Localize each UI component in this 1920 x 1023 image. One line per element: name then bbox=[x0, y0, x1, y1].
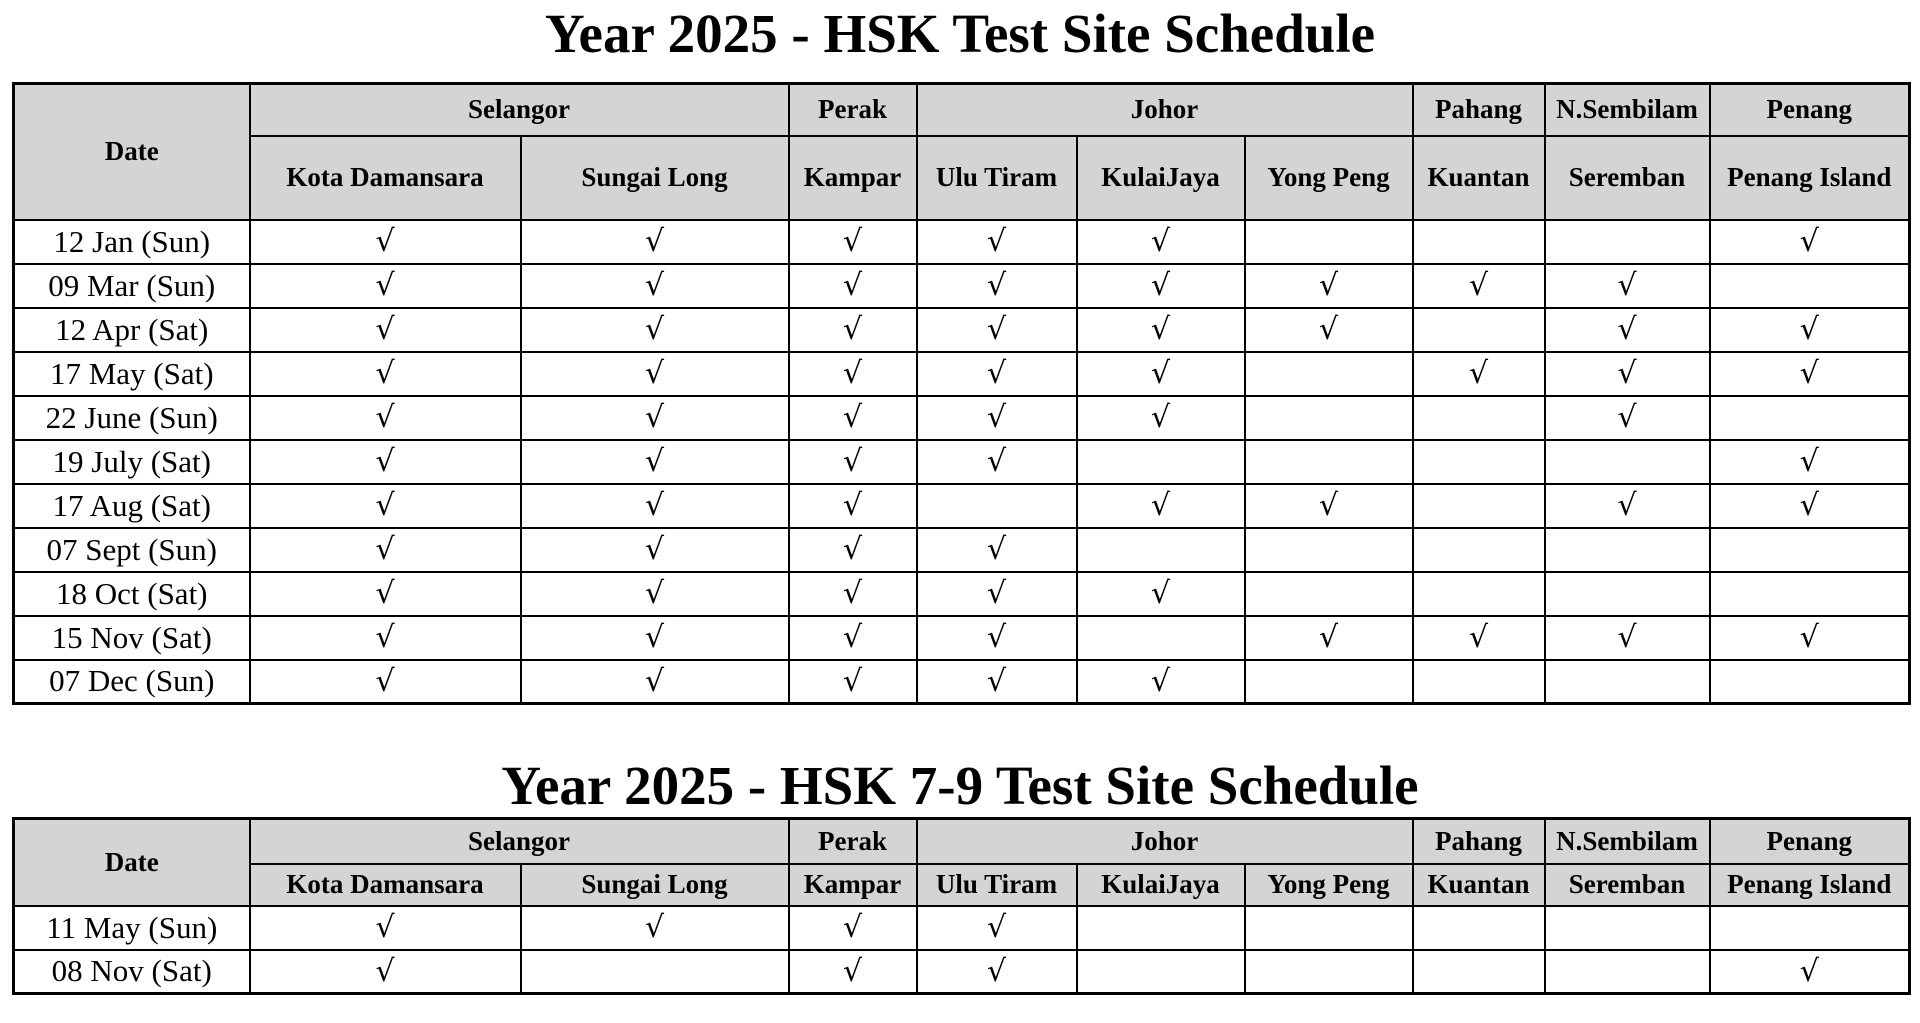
hsk79-schedule-title: Year 2025 - HSK 7-9 Test Site Schedule bbox=[501, 755, 1419, 816]
site-cell bbox=[250, 528, 521, 572]
site-cell bbox=[1710, 572, 1910, 616]
check-mark: √ bbox=[986, 620, 1007, 655]
site-cell bbox=[1545, 484, 1710, 528]
check-mark: √ bbox=[986, 356, 1007, 391]
check-mark: √ bbox=[1617, 268, 1637, 303]
site-cell bbox=[250, 308, 521, 352]
site-cell bbox=[1413, 572, 1545, 616]
check-mark: √ bbox=[644, 663, 665, 699]
check-mark: √ bbox=[986, 663, 1007, 699]
check-mark: √ bbox=[842, 953, 863, 989]
table-row bbox=[14, 308, 1910, 352]
check-mark: √ bbox=[375, 953, 395, 989]
site-cell bbox=[789, 660, 917, 704]
site-cell bbox=[1545, 352, 1710, 396]
site-header: KulaiJaya bbox=[1077, 864, 1245, 906]
site-cell bbox=[1245, 484, 1413, 528]
state-header: Perak bbox=[789, 84, 917, 136]
site-header: Kuantan bbox=[1413, 136, 1545, 220]
site-cell bbox=[1710, 616, 1910, 660]
site-cell bbox=[1413, 660, 1545, 704]
date-cell: 12 Jan (Sun) bbox=[14, 220, 250, 264]
site-cell bbox=[1710, 264, 1910, 308]
site-cell bbox=[789, 264, 917, 308]
site-cell bbox=[250, 906, 521, 950]
site-cell bbox=[917, 572, 1077, 616]
site-cell bbox=[250, 396, 521, 440]
site-cell bbox=[1245, 352, 1413, 396]
site-cell bbox=[1545, 396, 1710, 440]
check-mark: √ bbox=[1150, 356, 1171, 391]
site-cell bbox=[1413, 528, 1545, 572]
site-cell bbox=[1545, 660, 1710, 704]
site-header: Seremban bbox=[1545, 864, 1710, 906]
site-cell bbox=[789, 308, 917, 352]
site-cell bbox=[1710, 484, 1910, 528]
state-header-row bbox=[14, 84, 1910, 136]
check-mark: √ bbox=[644, 488, 665, 523]
site-cell bbox=[521, 950, 789, 994]
check-mark: √ bbox=[1318, 268, 1339, 303]
site-cell bbox=[1077, 264, 1245, 308]
state-header: Penang bbox=[1710, 84, 1910, 136]
site-header: Kota Damansara bbox=[250, 864, 521, 906]
check-mark: √ bbox=[644, 268, 665, 303]
check-mark: √ bbox=[842, 532, 863, 567]
check-mark: √ bbox=[375, 356, 395, 391]
check-mark: √ bbox=[986, 224, 1007, 259]
check-mark: √ bbox=[1150, 576, 1171, 611]
check-mark: √ bbox=[986, 953, 1007, 989]
site-cell bbox=[1245, 308, 1413, 352]
site-cell bbox=[1413, 906, 1545, 950]
site-cell bbox=[521, 906, 789, 950]
table-row bbox=[14, 528, 1910, 572]
check-mark: √ bbox=[375, 620, 395, 655]
state-header: Johor bbox=[917, 84, 1413, 136]
site-cell bbox=[917, 906, 1077, 950]
site-cell bbox=[1077, 616, 1245, 660]
check-mark: √ bbox=[644, 312, 665, 347]
table-row bbox=[14, 264, 1910, 308]
site-cell bbox=[250, 660, 521, 704]
site-cell bbox=[1413, 440, 1545, 484]
site-cell bbox=[250, 950, 521, 994]
site-cell bbox=[917, 616, 1077, 660]
check-mark: √ bbox=[1617, 312, 1637, 347]
check-mark: √ bbox=[375, 444, 395, 479]
site-header: Sungai Long bbox=[521, 864, 789, 906]
site-cell bbox=[1710, 906, 1910, 950]
site-cell bbox=[250, 440, 521, 484]
table-row bbox=[14, 484, 1910, 528]
site-cell bbox=[1077, 220, 1245, 264]
check-mark: √ bbox=[1150, 312, 1171, 347]
check-mark: √ bbox=[842, 576, 863, 611]
date-cell: 09 Mar (Sun) bbox=[14, 264, 250, 308]
check-mark: √ bbox=[986, 312, 1007, 347]
site-header: Kampar bbox=[789, 136, 917, 220]
check-mark: √ bbox=[1799, 356, 1819, 391]
check-mark: √ bbox=[986, 910, 1007, 945]
table-row bbox=[14, 572, 1910, 616]
site-cell bbox=[1245, 528, 1413, 572]
check-mark: √ bbox=[644, 400, 665, 435]
site-cell bbox=[1545, 220, 1710, 264]
site-header: Penang Island bbox=[1710, 136, 1910, 220]
site-cell bbox=[521, 660, 789, 704]
table-row bbox=[14, 220, 1910, 264]
table-row bbox=[14, 616, 1910, 660]
check-mark: √ bbox=[1468, 268, 1489, 303]
site-cell bbox=[1710, 352, 1910, 396]
state-header: Selangor bbox=[250, 819, 789, 864]
site-cell bbox=[1413, 220, 1545, 264]
check-mark: √ bbox=[1150, 663, 1171, 699]
site-cell bbox=[521, 484, 789, 528]
state-header: N.Sembilam bbox=[1545, 84, 1710, 136]
site-cell bbox=[1710, 950, 1910, 994]
state-header: Pahang bbox=[1413, 819, 1545, 864]
site-cell bbox=[250, 616, 521, 660]
date-cell: 17 Aug (Sat) bbox=[14, 484, 250, 528]
site-cell bbox=[1413, 352, 1545, 396]
check-mark: √ bbox=[375, 224, 395, 259]
check-mark: √ bbox=[644, 356, 665, 391]
site-cell bbox=[917, 660, 1077, 704]
check-mark: √ bbox=[1468, 620, 1489, 655]
check-mark: √ bbox=[375, 910, 395, 945]
site-cell bbox=[1710, 528, 1910, 572]
site-header: Penang Island bbox=[1710, 864, 1910, 906]
site-header: Sungai Long bbox=[521, 136, 789, 220]
site-cell bbox=[1710, 308, 1910, 352]
check-mark: √ bbox=[1799, 620, 1819, 655]
site-cell bbox=[789, 906, 917, 950]
date-cell: 18 Oct (Sat) bbox=[14, 572, 250, 616]
table-row bbox=[14, 352, 1910, 396]
site-cell bbox=[521, 352, 789, 396]
check-mark: √ bbox=[1799, 444, 1819, 479]
site-cell bbox=[789, 440, 917, 484]
site-cell bbox=[521, 264, 789, 308]
site-cell bbox=[250, 220, 521, 264]
site-cell bbox=[1545, 906, 1710, 950]
site-cell bbox=[1245, 440, 1413, 484]
site-header: Kuantan bbox=[1413, 864, 1545, 906]
site-header-row bbox=[14, 864, 1910, 906]
site-cell bbox=[917, 396, 1077, 440]
site-cell bbox=[1245, 396, 1413, 440]
site-cell bbox=[1077, 950, 1245, 994]
site-header: Ulu Tiram bbox=[917, 136, 1077, 220]
date-cell: 08 Nov (Sat) bbox=[14, 950, 250, 994]
site-cell bbox=[789, 528, 917, 572]
check-mark: √ bbox=[1150, 268, 1171, 303]
site-cell bbox=[1413, 264, 1545, 308]
check-mark: √ bbox=[842, 400, 863, 435]
site-cell bbox=[1077, 906, 1245, 950]
check-mark: √ bbox=[986, 576, 1007, 611]
check-mark: √ bbox=[644, 620, 665, 655]
site-cell bbox=[917, 264, 1077, 308]
schedule-body bbox=[14, 220, 1910, 704]
table-row bbox=[14, 950, 1910, 994]
check-mark: √ bbox=[842, 268, 863, 303]
site-cell bbox=[1413, 484, 1545, 528]
table-row bbox=[14, 396, 1910, 440]
state-header-row bbox=[14, 819, 1910, 864]
hsk-schedule-table bbox=[12, 82, 1911, 705]
site-cell bbox=[917, 308, 1077, 352]
check-mark: √ bbox=[1799, 488, 1819, 523]
site-cell bbox=[1245, 950, 1413, 994]
site-header: Seremban bbox=[1545, 136, 1710, 220]
site-cell bbox=[1545, 264, 1710, 308]
site-cell bbox=[789, 616, 917, 660]
site-cell bbox=[521, 616, 789, 660]
check-mark: √ bbox=[1150, 488, 1171, 523]
site-cell bbox=[789, 572, 917, 616]
check-mark: √ bbox=[1318, 620, 1339, 655]
check-mark: √ bbox=[842, 663, 863, 699]
site-header: Yong Peng bbox=[1245, 136, 1413, 220]
site-header: KulaiJaya bbox=[1077, 136, 1245, 220]
state-header: Johor bbox=[917, 819, 1413, 864]
date-cell: 12 Apr (Sat) bbox=[14, 308, 250, 352]
check-mark: √ bbox=[375, 488, 395, 523]
check-mark: √ bbox=[842, 620, 863, 655]
date-cell: 17 May (Sat) bbox=[14, 352, 250, 396]
check-mark: √ bbox=[1318, 312, 1339, 347]
table-row bbox=[14, 660, 1910, 704]
date-cell: 07 Dec (Sun) bbox=[14, 660, 250, 704]
site-cell bbox=[1245, 220, 1413, 264]
site-cell bbox=[1245, 906, 1413, 950]
check-mark: √ bbox=[375, 663, 395, 699]
check-mark: √ bbox=[842, 312, 863, 347]
state-header: Pahang bbox=[1413, 84, 1545, 136]
state-header: N.Sembilam bbox=[1545, 819, 1710, 864]
check-mark: √ bbox=[644, 224, 665, 259]
check-mark: √ bbox=[375, 312, 395, 347]
check-mark: √ bbox=[1799, 953, 1819, 989]
state-header: Penang bbox=[1710, 819, 1910, 864]
site-cell bbox=[1545, 308, 1710, 352]
site-cell bbox=[1545, 616, 1710, 660]
site-header: Yong Peng bbox=[1245, 864, 1413, 906]
check-mark: √ bbox=[986, 268, 1007, 303]
table-row bbox=[14, 906, 1910, 950]
site-cell bbox=[250, 352, 521, 396]
site-cell bbox=[1245, 616, 1413, 660]
site-cell bbox=[789, 396, 917, 440]
site-header: Kampar bbox=[789, 864, 917, 906]
site-cell bbox=[1077, 660, 1245, 704]
site-cell bbox=[789, 484, 917, 528]
check-mark: √ bbox=[1799, 312, 1819, 347]
check-mark: √ bbox=[375, 268, 395, 303]
state-header: Perak bbox=[789, 819, 917, 864]
check-mark: √ bbox=[1150, 400, 1171, 435]
check-mark: √ bbox=[1617, 356, 1637, 391]
check-mark: √ bbox=[842, 356, 863, 391]
site-cell bbox=[917, 528, 1077, 572]
date-cell: 22 June (Sun) bbox=[14, 396, 250, 440]
date-column-header: Date bbox=[14, 84, 250, 220]
site-cell bbox=[250, 572, 521, 616]
site-header: Ulu Tiram bbox=[917, 864, 1077, 906]
site-cell bbox=[1245, 264, 1413, 308]
site-cell bbox=[917, 220, 1077, 264]
site-cell bbox=[521, 440, 789, 484]
site-cell bbox=[1077, 308, 1245, 352]
site-cell bbox=[1413, 950, 1545, 994]
check-mark: √ bbox=[375, 576, 395, 611]
check-mark: √ bbox=[644, 444, 665, 479]
check-mark: √ bbox=[644, 532, 665, 567]
site-cell bbox=[250, 484, 521, 528]
site-cell bbox=[1077, 352, 1245, 396]
table-row bbox=[14, 440, 1910, 484]
site-cell bbox=[1545, 440, 1710, 484]
check-mark: √ bbox=[842, 224, 863, 259]
site-cell bbox=[521, 396, 789, 440]
check-mark: √ bbox=[1799, 224, 1819, 259]
check-mark: √ bbox=[986, 532, 1007, 567]
site-cell bbox=[521, 308, 789, 352]
site-cell bbox=[789, 950, 917, 994]
check-mark: √ bbox=[375, 400, 395, 435]
check-mark: √ bbox=[1617, 400, 1637, 435]
site-cell bbox=[1710, 440, 1910, 484]
check-mark: √ bbox=[842, 488, 863, 523]
site-header: Kota Damansara bbox=[250, 136, 521, 220]
check-mark: √ bbox=[1318, 488, 1339, 523]
date-column-header: Date bbox=[14, 819, 250, 906]
site-cell bbox=[1245, 660, 1413, 704]
check-mark: √ bbox=[1150, 224, 1171, 259]
site-cell bbox=[1077, 572, 1245, 616]
site-cell bbox=[1077, 440, 1245, 484]
schedule-body bbox=[14, 906, 1910, 994]
site-cell bbox=[917, 352, 1077, 396]
site-cell bbox=[521, 572, 789, 616]
site-cell bbox=[1413, 396, 1545, 440]
site-cell bbox=[917, 950, 1077, 994]
site-cell bbox=[250, 264, 521, 308]
site-cell bbox=[1545, 528, 1710, 572]
schedule-title: Year 2025 - HSK Test Site Schedule bbox=[544, 3, 1376, 64]
hsk79-schedule-table bbox=[12, 817, 1911, 995]
date-cell: 07 Sept (Sun) bbox=[14, 528, 250, 572]
site-cell bbox=[1413, 616, 1545, 660]
site-cell bbox=[1413, 308, 1545, 352]
site-cell bbox=[789, 352, 917, 396]
site-cell bbox=[1545, 572, 1710, 616]
site-cell bbox=[1245, 572, 1413, 616]
site-cell bbox=[789, 220, 917, 264]
site-cell bbox=[1710, 220, 1910, 264]
site-cell bbox=[917, 440, 1077, 484]
check-mark: √ bbox=[842, 910, 863, 945]
check-mark: √ bbox=[375, 532, 395, 567]
date-cell: 15 Nov (Sat) bbox=[14, 616, 250, 660]
date-cell: 19 July (Sat) bbox=[14, 440, 250, 484]
site-cell bbox=[1077, 484, 1245, 528]
state-header: Selangor bbox=[250, 84, 789, 136]
check-mark: √ bbox=[1617, 488, 1637, 523]
check-mark: √ bbox=[1468, 356, 1489, 391]
check-mark: √ bbox=[644, 576, 665, 611]
site-cell bbox=[521, 220, 789, 264]
check-mark: √ bbox=[986, 444, 1007, 479]
site-cell bbox=[1710, 660, 1910, 704]
check-mark: √ bbox=[1617, 620, 1637, 655]
site-cell bbox=[1077, 528, 1245, 572]
site-header-row bbox=[14, 136, 1910, 220]
site-cell bbox=[1710, 396, 1910, 440]
site-cell bbox=[521, 528, 789, 572]
check-mark: √ bbox=[644, 910, 665, 945]
site-cell bbox=[1545, 950, 1710, 994]
check-mark: √ bbox=[842, 444, 863, 479]
check-mark: √ bbox=[986, 400, 1007, 435]
site-cell bbox=[1077, 396, 1245, 440]
date-cell: 11 May (Sun) bbox=[14, 906, 250, 950]
site-cell bbox=[917, 484, 1077, 528]
